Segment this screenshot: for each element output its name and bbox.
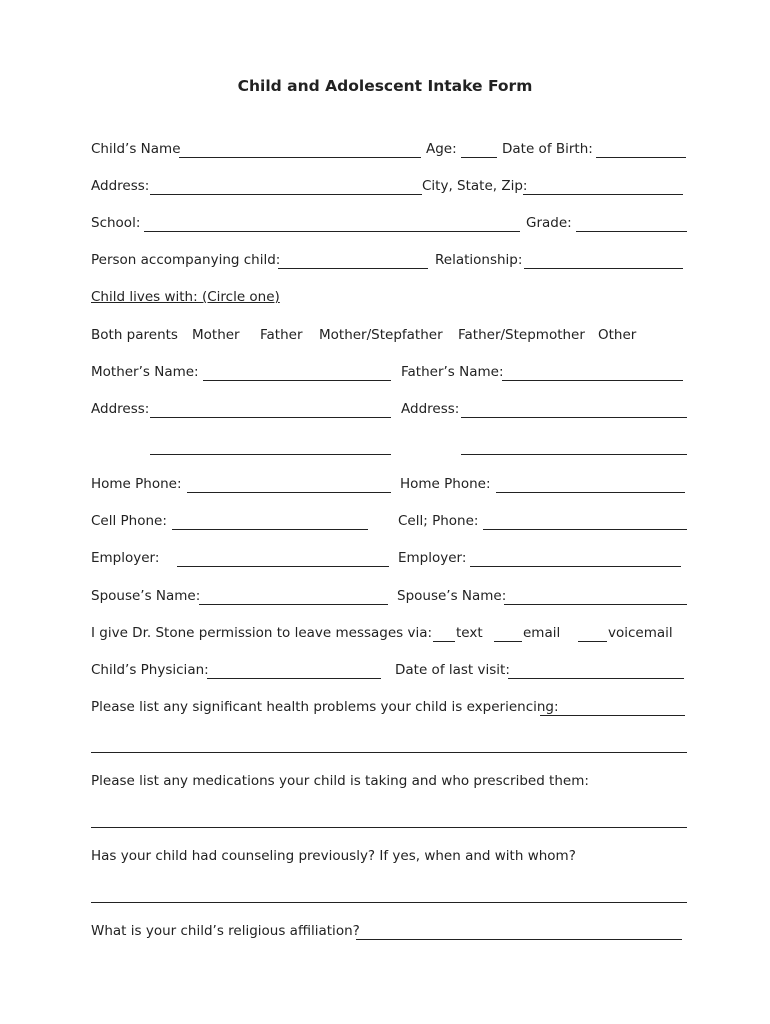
health-problems-label: Please list any significant health problems your child is experiencing: (91, 699, 559, 715)
mother-address-line[interactable] (150, 417, 391, 418)
last-visit-line[interactable] (508, 678, 684, 679)
voicemail-check-line[interactable] (578, 641, 607, 642)
religion-label: What is your child’s religious affiliation? (91, 923, 360, 939)
accompanying-label: Person accompanying child: (91, 252, 281, 268)
last-visit-label: Date of last visit: (395, 662, 510, 678)
mother-spouse-line[interactable] (199, 604, 388, 605)
father-cell-phone-line[interactable] (483, 529, 687, 530)
religion-line[interactable] (356, 939, 682, 940)
age-line[interactable] (461, 157, 497, 158)
father-address-label: Address: (401, 401, 460, 417)
father-employer-label: Employer: (398, 550, 467, 566)
permission-voicemail: voicemail (608, 625, 673, 641)
mother-home-phone-label: Home Phone: (91, 476, 182, 492)
mother-spouse-label: Spouse’s Name: (91, 588, 201, 604)
city-state-zip-label: City, State, Zip: (422, 178, 528, 194)
option-father-stepmother[interactable]: Father/Stepmother (458, 327, 585, 343)
text-check-line[interactable] (433, 641, 455, 642)
dob-label: Date of Birth: (502, 141, 593, 157)
health-problems-line-2[interactable] (91, 752, 687, 753)
father-employer-line[interactable] (470, 566, 681, 567)
medications-label: Please list any medications your child is taking and who prescribed them: (91, 773, 589, 789)
dob-line[interactable] (596, 157, 686, 158)
relationship-line[interactable] (524, 268, 683, 269)
age-label: Age: (426, 141, 457, 157)
mother-address-line-2[interactable] (150, 454, 391, 455)
father-cell-phone-label: Cell; Phone: (398, 513, 479, 529)
address-line[interactable] (150, 194, 422, 195)
father-home-phone-label: Home Phone: (400, 476, 491, 492)
email-check-line[interactable] (494, 641, 522, 642)
fathers-name-label: Father’s Name: (401, 364, 504, 380)
health-problems-line[interactable] (540, 715, 685, 716)
childs-name-label: Child’s Name (91, 141, 181, 157)
option-mother-stepfather[interactable]: Mother/Stepfather (319, 327, 443, 343)
option-mother[interactable]: Mother (192, 327, 240, 343)
childs-name-line[interactable] (179, 157, 421, 158)
option-other[interactable]: Other (598, 327, 637, 343)
option-both-parents[interactable]: Both parents (91, 327, 178, 343)
fathers-name-line[interactable] (502, 380, 683, 381)
school-line[interactable] (144, 231, 520, 232)
mother-cell-phone-line[interactable] (172, 529, 368, 530)
mothers-name-line[interactable] (203, 380, 391, 381)
form-title: Child and Adolescent Intake Form (237, 77, 533, 95)
father-spouse-label: Spouse’s Name: (397, 588, 507, 604)
permission-text: text (456, 625, 483, 641)
medications-line[interactable] (91, 827, 687, 828)
counseling-label: Has your child had counseling previously? If yes, when and with whom? (91, 848, 576, 864)
physician-label: Child’s Physician: (91, 662, 209, 678)
grade-label: Grade: (526, 215, 572, 231)
mother-address-label: Address: (91, 401, 150, 417)
counseling-line[interactable] (91, 902, 687, 903)
address-label: Address: (91, 178, 150, 194)
father-address-line-2[interactable] (461, 454, 687, 455)
mother-employer-line[interactable] (177, 566, 389, 567)
accompanying-line[interactable] (278, 268, 428, 269)
father-address-line[interactable] (461, 417, 687, 418)
permission-email: email (523, 625, 561, 641)
mother-cell-phone-label: Cell Phone: (91, 513, 167, 529)
school-label: School: (91, 215, 141, 231)
permission-label: I give Dr. Stone permission to leave messages via: (91, 625, 433, 641)
relationship-label: Relationship: (435, 252, 523, 268)
father-home-phone-line[interactable] (496, 492, 685, 493)
mother-home-phone-line[interactable] (187, 492, 391, 493)
grade-line[interactable] (576, 231, 687, 232)
city-state-zip-line[interactable] (523, 194, 683, 195)
mother-employer-label: Employer: (91, 550, 160, 566)
option-father[interactable]: Father (260, 327, 303, 343)
father-spouse-line[interactable] (504, 604, 687, 605)
mothers-name-label: Mother’s Name: (91, 364, 199, 380)
physician-line[interactable] (207, 678, 381, 679)
lives-with-heading: Child lives with: (Circle one) (91, 289, 280, 305)
